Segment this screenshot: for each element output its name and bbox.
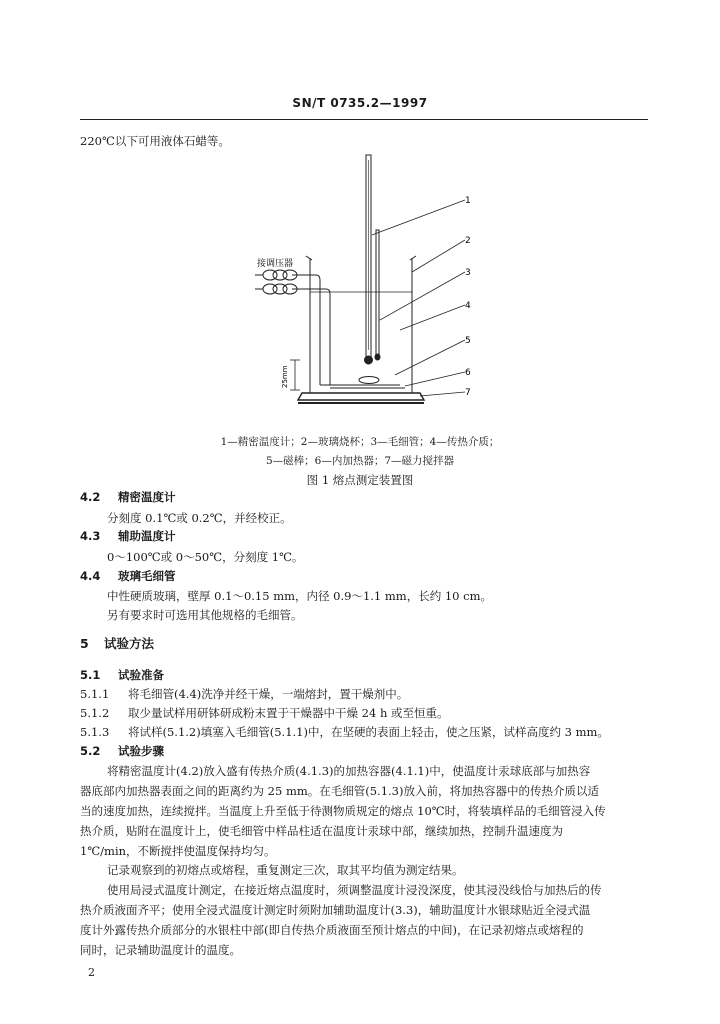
section-title: 精密温度计 [118, 490, 176, 504]
section-5-1-1 [80, 686, 408, 702]
magnetic-bar [359, 377, 379, 384]
figure-legend-line-1: 1—精密温度计；2—玻璃烧杯；3—毛细管；4—传热介质； [220, 436, 500, 448]
section-number: 5.1.2 [80, 706, 110, 720]
section-4-3-heading [80, 528, 176, 544]
section-number: 5.2 [80, 744, 101, 758]
page-number: 2 [88, 966, 95, 979]
section-title: 玻璃毛细管 [118, 569, 176, 583]
para1-line-1: 将精密温度计(4.2)放入盛有传热介质(4.1.3)的加热容器(4.1.1)中，使温度计汞球底部与加热容 [107, 764, 591, 778]
apparatus-diagram [0, 0, 720, 430]
section-title: 试验准备 [118, 668, 164, 682]
callout-5: 5 [465, 336, 471, 346]
para1-line-2: 器底部内加热器表面之间的距离约为 25 mm。在毛细管(5.1.3)放入前，将加热容器中的传热介质以适 [80, 784, 599, 798]
section-title: 辅助温度计 [118, 529, 176, 543]
para3-line-4: 同时，记录辅助温度计的温度。 [80, 943, 241, 957]
stirrer-base [298, 393, 424, 400]
figure-legend-line-2: 5—磁棒；6—内加热器；7—磁力搅拌器 [265, 455, 455, 467]
section-title: 试验步骤 [118, 744, 164, 758]
callout-4: 4 [465, 301, 471, 311]
section-number: 4.2 [80, 490, 101, 504]
intro-line: 220℃以下可用液体石蜡等。 [80, 134, 230, 148]
capillary-tube [376, 230, 379, 355]
section-4-2-heading [80, 489, 176, 505]
callout-2: 2 [465, 236, 471, 246]
coil-top [263, 270, 297, 280]
section-title: 试验方法 [104, 636, 155, 651]
section-5-1-heading [80, 667, 164, 683]
section-text: 将试样(5.1.2)填塞入毛细管(5.1.1)中，在坚硬的表面上轻击，使之压紧，试样高度约 3 mm。 [128, 725, 609, 739]
section-number: 4.3 [80, 529, 101, 543]
section-5-1-3 [80, 724, 609, 740]
para3-line-3: 度计外露传热介质部分的水银柱中部(即自传热介质液面至预计熔点的中间)，在记录初熔点或熔程的 [80, 923, 584, 937]
section-4-4-body-1: 中性硬质玻璃，壁厚 0.1～0.15 mm，内径 0.9～1.1 mm，长约 10 cm。 [107, 589, 493, 603]
section-number: 5.1 [80, 668, 101, 682]
para2: 记录观察到的初熔点或熔程，重复测定三次，取其平均值为测定结果。 [107, 863, 464, 877]
section-4-2-body: 分刻度 0.1℃或 0.2℃，并经校正。 [107, 511, 292, 525]
para3-line-1: 使用局浸式温度计测定，在接近熔点温度时，须调整温度计浸没深度，使其浸没线恰与加热后的传 [107, 883, 602, 897]
section-4-4-body-2: 另有要求时可选用其他规格的毛细管。 [107, 608, 303, 622]
figure-title: 图 1 熔点测定装置图 [306, 473, 414, 487]
section-number: 5.1.3 [80, 725, 110, 739]
section-5-2-heading [80, 743, 164, 759]
para1-line-5: 1℃/min，不断搅拌使温度保持均匀。 [80, 844, 276, 858]
callout-1: 1 [465, 196, 471, 206]
callout-6: 6 [465, 368, 471, 378]
section-5-heading [80, 636, 154, 652]
section-5-1-2 [80, 705, 449, 721]
section-text: 取少量试样用研钵研成粉末置于干燥器中干燥 24 h 或至恒重。 [128, 706, 449, 720]
dimension-label: 25mm [281, 365, 289, 388]
callout-3: 3 [465, 268, 471, 278]
section-4-4-heading [80, 568, 176, 584]
section-number: 4.4 [80, 569, 101, 583]
para1-line-3: 当的速度加热，连续搅拌。当温度上升至低于待测物质规定的熔点 10℃时，将装填样品的毛细管浸入传 [80, 804, 606, 818]
section-4-3-body: 0～100℃或 0～50℃，分刻度 1℃。 [107, 550, 304, 564]
regulator-label: 接调压器 [257, 259, 294, 269]
section-text: 将毛细管(4.4)洗净并经干燥，一端熔封，置干燥剂中。 [128, 687, 409, 701]
para1-line-4: 热介质，贴附在温度计上，使毛细管中样品柱适在温度计汞球中部，继续加热，控制升温速度为 [80, 824, 563, 838]
section-number: 5 [80, 636, 89, 651]
standard-code: SN/T 0735.2—1997 [292, 96, 428, 110]
beaker-outline [310, 258, 412, 393]
coil-bottom [263, 284, 297, 294]
section-number: 5.1.1 [80, 687, 110, 701]
para3-line-2: 热介质液面齐平；使用全浸式温度计测定时须附加辅助温度计(3.3)，辅助温度计水银球贴近全浸式温 [80, 903, 591, 917]
callout-7: 7 [465, 388, 471, 398]
